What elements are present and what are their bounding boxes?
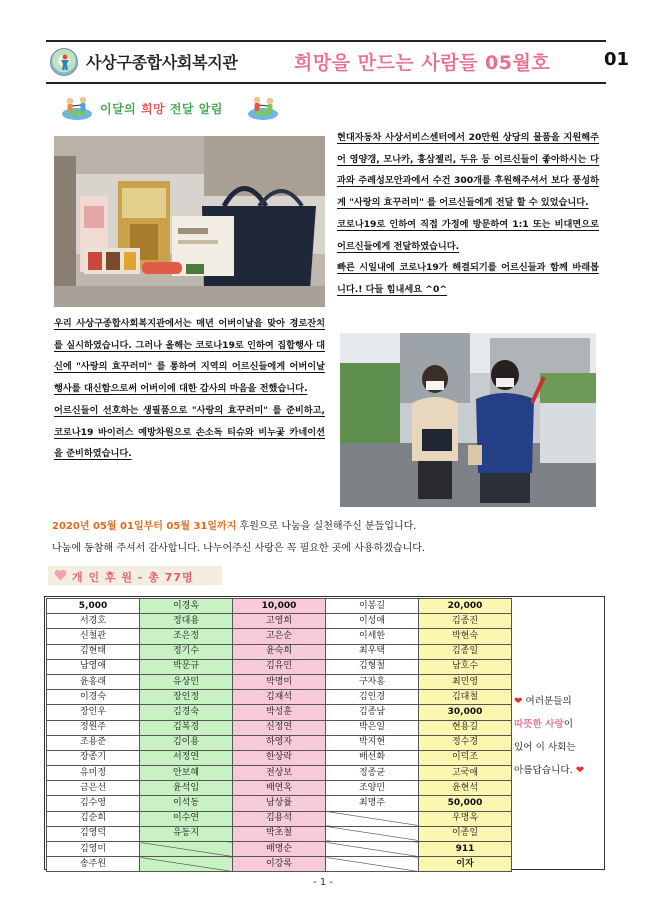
donor-cell: 20,000 — [419, 599, 512, 614]
donor-cell: 5,000 — [47, 599, 140, 614]
donor-intro-line — [52, 517, 612, 532]
donor-cell: 배명순 — [233, 842, 326, 857]
donor-cell: 이봉길 — [326, 599, 419, 614]
thanks-line — [514, 759, 602, 782]
donor-cell: 김종남 — [326, 705, 419, 720]
article-paragraph: 빠른 시일내에 코로나19가 해결되기를 어르신들과 함께 바래봅니다.! 다들 힘내세요 ^0^ — [337, 262, 599, 295]
donor-cell: 고영희 — [233, 614, 326, 629]
donor-cell: 신정연 — [233, 720, 326, 735]
donor-table-row — [47, 826, 512, 841]
section-title-suffix: 전달 알림 — [165, 102, 223, 116]
donor-cell: 윤현석 — [419, 781, 512, 796]
donor-cell: 신철관 — [47, 629, 140, 644]
donor-table-row — [47, 796, 512, 811]
thanks-line3: 있어 이 사회는 — [514, 742, 576, 753]
donor-cell: 유상민 — [140, 674, 233, 689]
donor-cell: 남영애 — [47, 659, 140, 674]
donor-cell: 김순희 — [47, 811, 140, 826]
donor-thanks-line: 나눔에 동참해 주셔서 감사합니다. 나누어주신 사랑은 꼭 필요한 곳에 사용하겠습니다. — [52, 543, 426, 554]
donor-cell: 배선화 — [326, 750, 419, 765]
article-paragraph: 현대자동차 사상서비스센터에서 20만원 상당의 물품을 지원해주어 영양갱, 모나카, 홍삼젤리, 두유 등 어르신들이 좋아하시는 다과와 주례성모안과에서 수건 300개를 후원해주셔서 보다 풍성하게 "사랑의 효꾸러미" 를 어르신들에게 전달 할 수 있었습니다. — [337, 132, 599, 209]
donor-cell: 김인경 — [326, 690, 419, 705]
donor-table-row — [47, 857, 512, 872]
donor-cell: 구자홍 — [326, 674, 419, 689]
donor-table-row — [47, 750, 512, 765]
logo-figure-icon — [60, 54, 70, 70]
donor-cell: 김형철 — [326, 659, 419, 674]
donor-cell: 이석동 — [140, 796, 233, 811]
donor-cell: 박초철 — [233, 826, 326, 841]
donor-cell: 최민영 — [419, 674, 512, 689]
donor-cell: 송주원 — [47, 857, 140, 872]
donor-table-row — [47, 674, 512, 689]
thanks-message — [514, 690, 602, 782]
donor-table-row — [47, 659, 512, 674]
thanks-highlight: 따뜻한 사랑 — [514, 719, 564, 730]
article-left-column — [54, 313, 325, 465]
section-banner — [60, 92, 280, 122]
donor-table — [46, 598, 512, 872]
donor-table-row — [47, 842, 512, 857]
donor-cell: 윤숙희 — [233, 644, 326, 659]
donor-cell: 이종일 — [419, 826, 512, 841]
thanks-line4: 아름답습니다. — [514, 765, 573, 776]
donor-cell: 고은순 — [233, 629, 326, 644]
donor-table-row — [47, 811, 512, 826]
thanks-line — [514, 713, 602, 736]
donor-cell: 서정연 — [140, 750, 233, 765]
donor-cell: 현용길 — [419, 720, 512, 735]
donor-cell: 유미정 — [47, 766, 140, 781]
donor-table-row — [47, 629, 512, 644]
donor-table-row — [47, 614, 512, 629]
donor-cell: 고국애 — [419, 766, 512, 781]
heart-icon: ❤ — [514, 696, 523, 707]
donor-cell: 김재석 — [233, 690, 326, 705]
donor-cell: 이성애 — [326, 614, 419, 629]
header-bottom-rule — [46, 82, 606, 84]
gift-package-photo — [54, 136, 325, 307]
delivery-photo — [340, 333, 596, 507]
org-logo-icon — [50, 48, 78, 76]
donor-cell: 장종기 — [47, 750, 140, 765]
article-right-column — [337, 127, 599, 301]
donor-cell: 박성훈 — [233, 705, 326, 720]
donor-table-row — [47, 705, 512, 720]
donor-cell: 30,000 — [419, 705, 512, 720]
thanks-line1: 여러분들의 — [525, 696, 572, 707]
donor-table-row — [47, 690, 512, 705]
newsletter-title: 희망을 만드는 사람들 05월호 — [294, 52, 551, 74]
donor-cell: 이강록 — [233, 857, 326, 872]
donor-cell: 전상보 — [233, 766, 326, 781]
donor-cell: 박명미 — [233, 674, 326, 689]
donor-cell: 김경숙 — [140, 705, 233, 720]
thanks-line2: 이 — [563, 719, 573, 730]
donor-cell: 박문규 — [140, 659, 233, 674]
donor-table-row — [47, 781, 512, 796]
donor-table-row — [47, 599, 512, 614]
donor-cell: 정종균 — [326, 766, 419, 781]
donor-table-row — [47, 735, 512, 750]
donor-cell: 우명옥 — [419, 811, 512, 826]
donor-table-row — [47, 766, 512, 781]
donor-cell-empty — [140, 857, 233, 872]
donor-cell: 정기수 — [140, 644, 233, 659]
donor-cell: 이경옥 — [140, 599, 233, 614]
donor-cell: 조양민 — [326, 781, 419, 796]
donor-cell: 정대용 — [140, 614, 233, 629]
donor-cell: 박은일 — [326, 720, 419, 735]
donor-cell: 김현태 — [47, 644, 140, 659]
donor-cell: 김용석 — [233, 811, 326, 826]
donor-cell-empty — [326, 857, 419, 872]
gift-package-image — [54, 136, 325, 307]
issue-page-code: 01 — [604, 49, 630, 70]
donor-cell: 정수경 — [419, 735, 512, 750]
donor-cell: 김영미 — [47, 842, 140, 857]
donor-cell: 윤석임 — [140, 781, 233, 796]
earth-kids-icon — [60, 92, 94, 120]
earth-kids-icon — [246, 92, 280, 120]
donor-cell: 정원주 — [47, 720, 140, 735]
donor-cell: 조용준 — [47, 735, 140, 750]
donor-cell: 장인정 — [140, 690, 233, 705]
section-title — [100, 100, 223, 117]
donor-cell: 김유민 — [233, 659, 326, 674]
donor-cell: 김수영 — [47, 796, 140, 811]
donor-cell: 김종일 — [419, 644, 512, 659]
donor-cell: 박지현 — [326, 735, 419, 750]
donor-section-title: 개 인 후 원 - 총 77명 — [72, 571, 194, 584]
donor-cell: 하영자 — [233, 735, 326, 750]
donor-cell: 금은선 — [47, 781, 140, 796]
donor-cell: 최우택 — [326, 644, 419, 659]
donor-cell: 유동지 — [140, 826, 233, 841]
donor-cell: 안보혜 — [140, 766, 233, 781]
donor-cell: 김복경 — [140, 720, 233, 735]
heart-icon — [54, 569, 67, 581]
thanks-line — [514, 690, 602, 713]
newsletter-header — [46, 40, 630, 84]
section-title-prefix: 이달의 — [100, 102, 141, 116]
header-top-rule — [46, 40, 606, 42]
donor-cell: 50,000 — [419, 796, 512, 811]
article-paragraph: 우리 사상구종합사회복지관에서는 매년 어버이날을 맞아 경로잔치를 실시하였습니다. 그러나 올해는 코로나19로 인하여 집합행사 대신에 "사랑의 효꾸러미" 를 통하여 지역의 어르신들에게 어버이날 행사를 대신함으로써 어버이에 대한 감사의 마음을 전했습니다. — [54, 318, 325, 395]
donor-cell: 김종진 — [419, 614, 512, 629]
donor-cell: 배연옥 — [233, 781, 326, 796]
donor-cell: 이경숙 — [47, 690, 140, 705]
donor-cell: 조은정 — [140, 629, 233, 644]
heart-icon: ❤ — [575, 765, 585, 776]
donor-cell: 서경호 — [47, 614, 140, 629]
donor-cell-empty — [326, 826, 419, 841]
donor-cell: 이세한 — [326, 629, 419, 644]
donor-cell-empty — [326, 842, 419, 857]
donor-cell-empty — [140, 842, 233, 857]
donor-cell: 이자 — [419, 857, 512, 872]
donor-table-row — [47, 720, 512, 735]
donor-cell: 남호수 — [419, 659, 512, 674]
org-name: 사상구종합사회복지관 — [86, 53, 238, 72]
donor-section-header — [48, 566, 222, 585]
donor-intro-text: 후원으로 나눔을 실천해주신 분들입니다. — [236, 521, 417, 532]
donor-cell: 김이용 — [140, 735, 233, 750]
donor-cell: 김영덕 — [47, 826, 140, 841]
article-paragraph: 코로나19로 인하여 직접 가정에 방문하여 1:1 또는 비대면으로 어르신들에게 전달하였습니다. — [337, 218, 599, 252]
donor-cell: 한상락 — [233, 750, 326, 765]
donor-cell: 911 — [419, 842, 512, 857]
donor-cell: 이수연 — [140, 811, 233, 826]
article-paragraph: 어르신들이 선호하는 생필품으로 "사랑의 효꾸러미" 를 준비하고, 코로나19 바이러스 예방차원으로 손소독 티슈와 비누곷 카네이션을 준비하였습니다. — [54, 404, 325, 460]
section-title-highlight: 희망 — [140, 102, 166, 116]
donor-table-row — [47, 644, 512, 659]
donation-period: 2020년 05월 01일부터 05월 31일까지 — [52, 521, 237, 532]
donor-cell: 윤홍래 — [47, 674, 140, 689]
delivery-image — [340, 333, 596, 507]
donor-cell: 박현숙 — [419, 629, 512, 644]
donor-cell: 장인우 — [47, 705, 140, 720]
donor-cell-empty — [326, 811, 419, 826]
donor-cell: 김대철 — [419, 690, 512, 705]
donor-cell: 최명주 — [326, 796, 419, 811]
donor-cell: 10,000 — [233, 599, 326, 614]
donor-cell: 이덕조 — [419, 750, 512, 765]
page-number: - 1 - — [313, 877, 333, 888]
donor-cell: 남상률 — [233, 796, 326, 811]
